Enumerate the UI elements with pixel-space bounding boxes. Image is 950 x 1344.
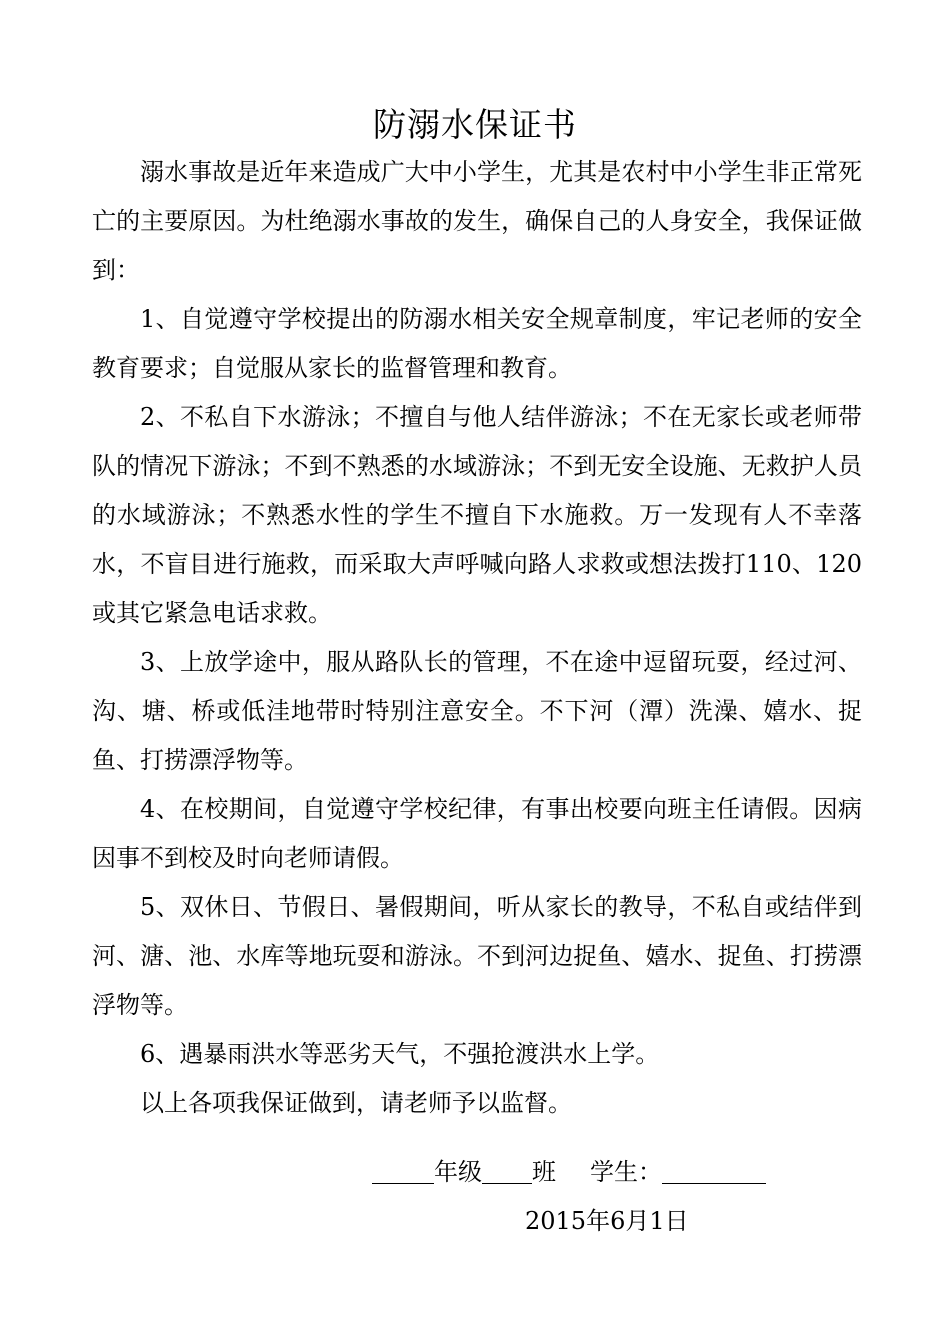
intro-paragraph: 溺水事故是近年来造成广大中小学生，尤其是农村中小学生非正常死亡的主要原因。为杜绝溺水事故的发生，确保自己的人身安全，我保证做到： — [92, 158, 862, 284]
pledge-item-6: 6、遇暴雨洪水等恶劣天气，不强抢渡洪水上学。 — [140, 1040, 660, 1068]
class-label: 班 — [532, 1158, 556, 1186]
grade-label: 年级 — [434, 1158, 482, 1186]
pledge-item-1: 1、自觉遵守学校提出的防溺水相关安全规章制度，牢记老师的安全教育要求；自觉服从家长的监督管理和教育。 — [92, 305, 862, 382]
pledge-item-2: 2、不私自下水游泳；不擅自与他人结伴游泳；不在无家长或老师带队的情况下游泳；不到不熟悉的水域游泳；不到无安全设施、无救护人员的水域游泳；不熟悉水性的学生不擅自下水施救。万一发现有人不幸落水，不盲目进行施救，而采取大声呼喊向路人求救或想法拨打110、120或其它紧急电话求救。 — [92, 403, 862, 627]
signature-date: 2015年6月1日 — [525, 1207, 689, 1235]
signature-line — [372, 1148, 842, 1197]
student-label: 学生： — [590, 1158, 662, 1186]
pledge-item-5: 5、双休日、节假日、暑假期间，听从家长的教导，不私自或结伴到河、溏、池、水库等地玩耍和游泳。不到河边捉鱼、嬉水、捉鱼、打捞漂浮物等。 — [92, 893, 862, 1019]
grade-blank — [372, 1153, 434, 1184]
document-title: 防溺水保证书 — [373, 105, 577, 144]
closing-paragraph: 以上各项我保证做到，请老师予以监督。 — [140, 1089, 572, 1117]
pledge-item-4: 4、在校期间，自觉遵守学校纪律，有事出校要向班主任请假。因病因事不到校及时向老师请假。 — [92, 795, 862, 872]
pledge-item-3: 3、上放学途中，服从路队长的管理，不在途中逗留玩耍，经过河、沟、塘、桥或低洼地带时特别注意安全。不下河（潭）洗澡、嬉水、捉鱼、打捞漂浮物等。 — [92, 648, 862, 774]
student-name-blank — [662, 1153, 766, 1184]
class-blank — [482, 1153, 532, 1184]
document-body — [92, 148, 862, 1128]
